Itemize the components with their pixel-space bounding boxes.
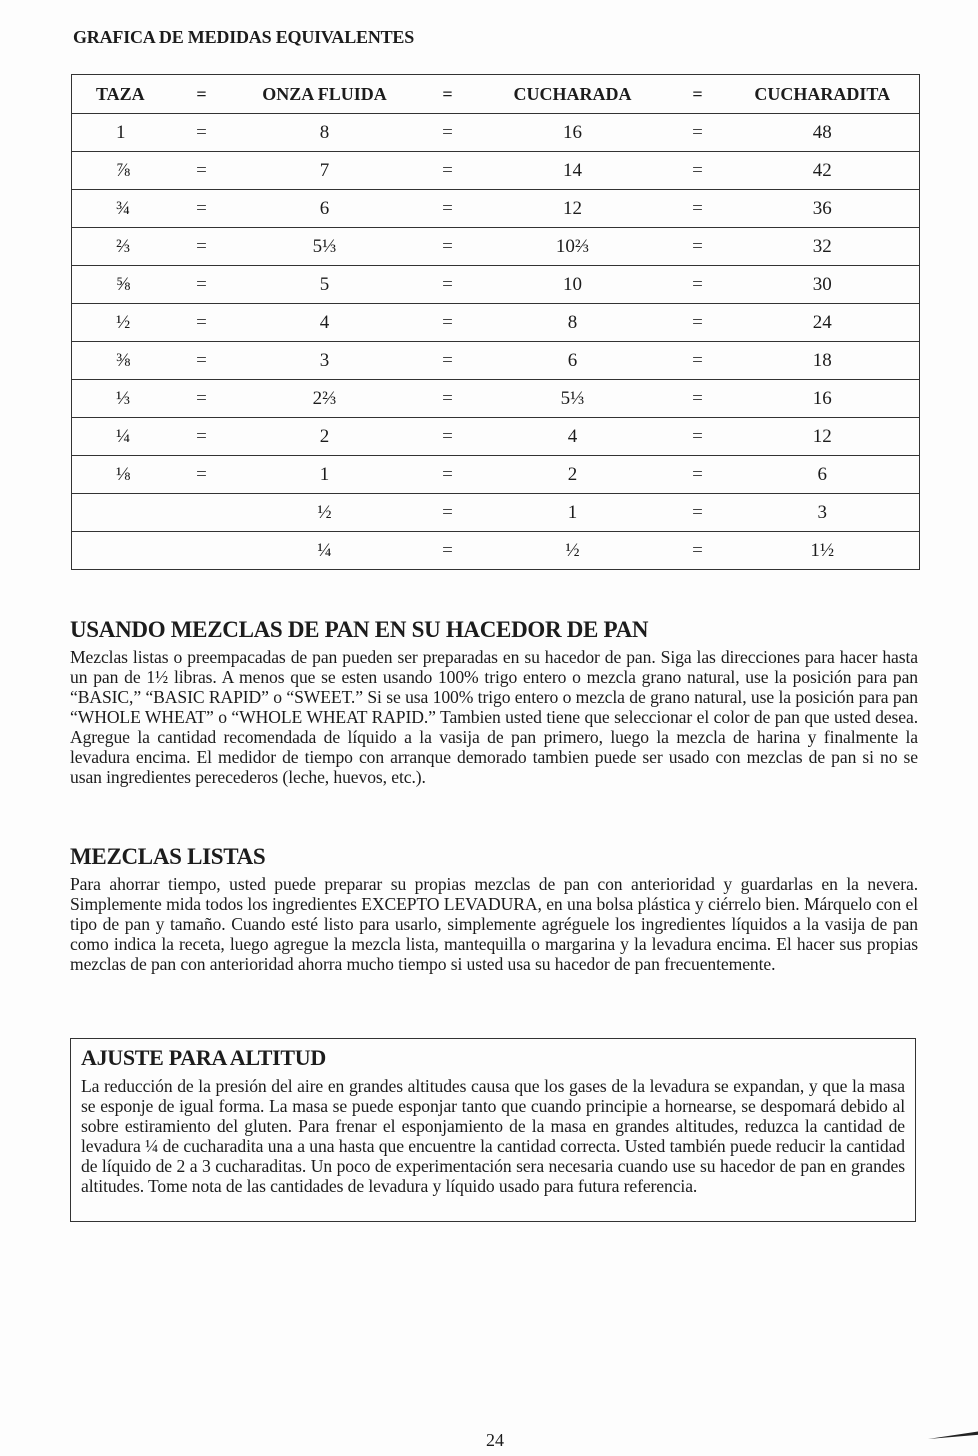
equals-cell: = — [420, 152, 476, 190]
table-row — [72, 380, 920, 418]
equals-cell: = — [670, 190, 726, 228]
table-cell: 8 — [230, 114, 420, 152]
table-header-row — [72, 75, 920, 114]
table-cell: ¼ — [72, 418, 174, 456]
table-cell: 5 — [230, 266, 420, 304]
table-cell: 3 — [726, 494, 920, 532]
equals-cell: = — [670, 380, 726, 418]
corner-scan-mark — [928, 1428, 978, 1440]
equals-cell: = — [670, 456, 726, 494]
equals-cell: = — [670, 532, 726, 570]
table-cell: 4 — [476, 418, 670, 456]
equals-cell: = — [670, 152, 726, 190]
table-cell: 30 — [726, 266, 920, 304]
table-cell: ⅛ — [72, 456, 174, 494]
equals-cell: = — [420, 532, 476, 570]
equals-cell: = — [670, 494, 726, 532]
header-equals: = — [174, 75, 230, 114]
page-number: 24 — [486, 1430, 504, 1450]
table-cell: ⅞ — [72, 152, 174, 190]
table-row — [72, 304, 920, 342]
table-cell: 12 — [726, 418, 920, 456]
table-cell: 6 — [230, 190, 420, 228]
table-cell: ⅔ — [72, 228, 174, 266]
equals-cell: = — [420, 494, 476, 532]
equals-cell: = — [420, 380, 476, 418]
equals-cell: = — [670, 114, 726, 152]
header-cucharada: CUCHARADA — [476, 75, 670, 114]
equals-cell: = — [670, 228, 726, 266]
table-cell: 24 — [726, 304, 920, 342]
table-cell: 32 — [726, 228, 920, 266]
section-body: Para ahorrar tiempo, usted puede preparar su propias mezclas de pan con anterioridad y guardarlas en la nevera. Simplemente mida todos los ingredientes EXCEPTO LEVADURA, en una bolsa plástica y ciérrelo bien. Márquelo con el tipo de pan y tamaño. Cuando esté listo para usarlo, simplemente agréguele los ingredientes líquidos a la vasija de pan como indica la receta, luego agregue la mezcla lista, mantequilla o margarina y la levadura encima. El hacer sus propias mezclas de pan con anterioridad ahorra mucho tiempo si usted usa su hacedor de pan frecuentemente. — [70, 874, 918, 974]
table-cell: 1 — [230, 456, 420, 494]
equals-cell: = — [670, 342, 726, 380]
header-onza-fluida: ONZA FLUIDA — [230, 75, 420, 114]
equals-cell: = — [420, 228, 476, 266]
section-ready-mixes — [70, 844, 918, 974]
table-cell: 12 — [476, 190, 670, 228]
page-title: GRAFICA DE MEDIDAS EQUIVALENTES — [73, 27, 415, 47]
header-equals: = — [670, 75, 726, 114]
equals-cell: = — [174, 266, 230, 304]
table-cell: 5⅓ — [476, 380, 670, 418]
table-cell: ⅓ — [72, 380, 174, 418]
equals-cell: = — [420, 304, 476, 342]
equals-cell: = — [174, 418, 230, 456]
equals-cell — [174, 494, 230, 532]
table-body — [72, 114, 920, 570]
table-row — [72, 152, 920, 190]
altitude-adjustment-box — [70, 1038, 916, 1222]
table-cell: ⅜ — [72, 342, 174, 380]
equals-cell: = — [174, 380, 230, 418]
equals-cell: = — [670, 304, 726, 342]
table-cell: 3 — [230, 342, 420, 380]
equals-cell: = — [420, 456, 476, 494]
table-cell: ½ — [476, 532, 670, 570]
section-body: La reducción de la presión del aire en grandes altitudes causa que los gases de la levadura se expandan, y que la masa se esponje de igual forma. La masa se puede esponjar tanto que cuando principie a hornearse, se despomará debido al sobre estiramiento del gluten. Para frenar el esponjamiento de la masa en grandes altitudes, reduzca la cantidad de levadura ¼ de cucharadita una a una hasta que encuentre la cantidad correcta. Usted también puede reducir la cantidad de líquido de 2 a 3 cucharaditas. Un poco de experimentación sera necesaria cuando use su hacedor de pan en grandes altitudes. Tome nota de las cantidades de levadura y líquido usado para futura referencia. — [81, 1076, 905, 1196]
equals-cell: = — [670, 418, 726, 456]
table-row — [72, 266, 920, 304]
equals-cell: = — [670, 266, 726, 304]
table-cell: ¼ — [230, 532, 420, 570]
table-cell: 16 — [726, 380, 920, 418]
table-cell: 16 — [476, 114, 670, 152]
header-equals: = — [420, 75, 476, 114]
table-cell: 2 — [230, 418, 420, 456]
header-cucharadita: CUCHARADITA — [726, 75, 920, 114]
table-cell: 4 — [230, 304, 420, 342]
section-body: Mezclas listas o preempacadas de pan pueden ser preparadas en su hacedor de pan. Siga las direcciones para hacer hasta un pan de 1½ libras. A menos que se esten usando 100% trigo entero o mezcla grano natural, use la posición para pan “BASIC,” “BASIC RAPID” o “SWEET.” Si se usa 100% trigo entero o mezcla de grano natural, use la posición para pan “WHOLE WHEAT” o “WHOLE WHEAT RAPID.” Tambien usted tiene que seleccionar el color de pan que usted desea. Agregue la cantidad recomendada de líquido a la vasija de pan primero, luego la mezcla de harina y finalmente la levadura encima. El medidor de tiempo con arranque demorado tambien puede ser usado con mezclas de pan si no se usan ingredientes perecederos (leche, huevos, etc.). — [70, 647, 918, 787]
table-cell: ½ — [230, 494, 420, 532]
table-row — [72, 342, 920, 380]
equals-cell: = — [174, 190, 230, 228]
table-cell: 10⅔ — [476, 228, 670, 266]
table-row — [72, 456, 920, 494]
table-cell — [72, 532, 174, 570]
table-row — [72, 418, 920, 456]
equals-cell: = — [420, 190, 476, 228]
table-row — [72, 114, 920, 152]
table-cell: 1 — [72, 114, 174, 152]
equals-cell: = — [174, 114, 230, 152]
table-cell: 1 — [476, 494, 670, 532]
equals-cell — [174, 532, 230, 570]
table-cell: ⅝ — [72, 266, 174, 304]
table-cell — [72, 494, 174, 532]
equals-cell: = — [174, 152, 230, 190]
table-cell: 6 — [476, 342, 670, 380]
table-row — [72, 532, 920, 570]
table-cell: ¾ — [72, 190, 174, 228]
table-cell: ½ — [72, 304, 174, 342]
table-cell: 8 — [476, 304, 670, 342]
equals-cell: = — [174, 456, 230, 494]
equals-cell: = — [420, 418, 476, 456]
table-cell: 1½ — [726, 532, 920, 570]
section-bread-mixes — [70, 617, 918, 787]
table-cell: 7 — [230, 152, 420, 190]
equals-cell: = — [174, 304, 230, 342]
table-cell: 10 — [476, 266, 670, 304]
table-cell: 5⅓ — [230, 228, 420, 266]
table-row — [72, 190, 920, 228]
table-cell: 42 — [726, 152, 920, 190]
equals-cell: = — [420, 342, 476, 380]
header-taza: TAZA — [72, 75, 174, 114]
table-cell: 18 — [726, 342, 920, 380]
measures-equivalence-table — [71, 74, 920, 570]
table-row — [72, 228, 920, 266]
table-cell: 6 — [726, 456, 920, 494]
table-row — [72, 494, 920, 532]
table-cell: 2⅔ — [230, 380, 420, 418]
equals-cell: = — [420, 266, 476, 304]
section-heading: AJUSTE PARA ALTITUD — [81, 1045, 326, 1070]
section-heading: MEZCLAS LISTAS — [70, 844, 266, 869]
table-cell: 48 — [726, 114, 920, 152]
equals-cell: = — [174, 342, 230, 380]
section-heading: USANDO MEZCLAS DE PAN EN SU HACEDOR DE PAN — [70, 617, 649, 642]
table-cell: 36 — [726, 190, 920, 228]
equals-cell: = — [174, 228, 230, 266]
equals-cell: = — [420, 114, 476, 152]
table-cell: 14 — [476, 152, 670, 190]
table-cell: 2 — [476, 456, 670, 494]
